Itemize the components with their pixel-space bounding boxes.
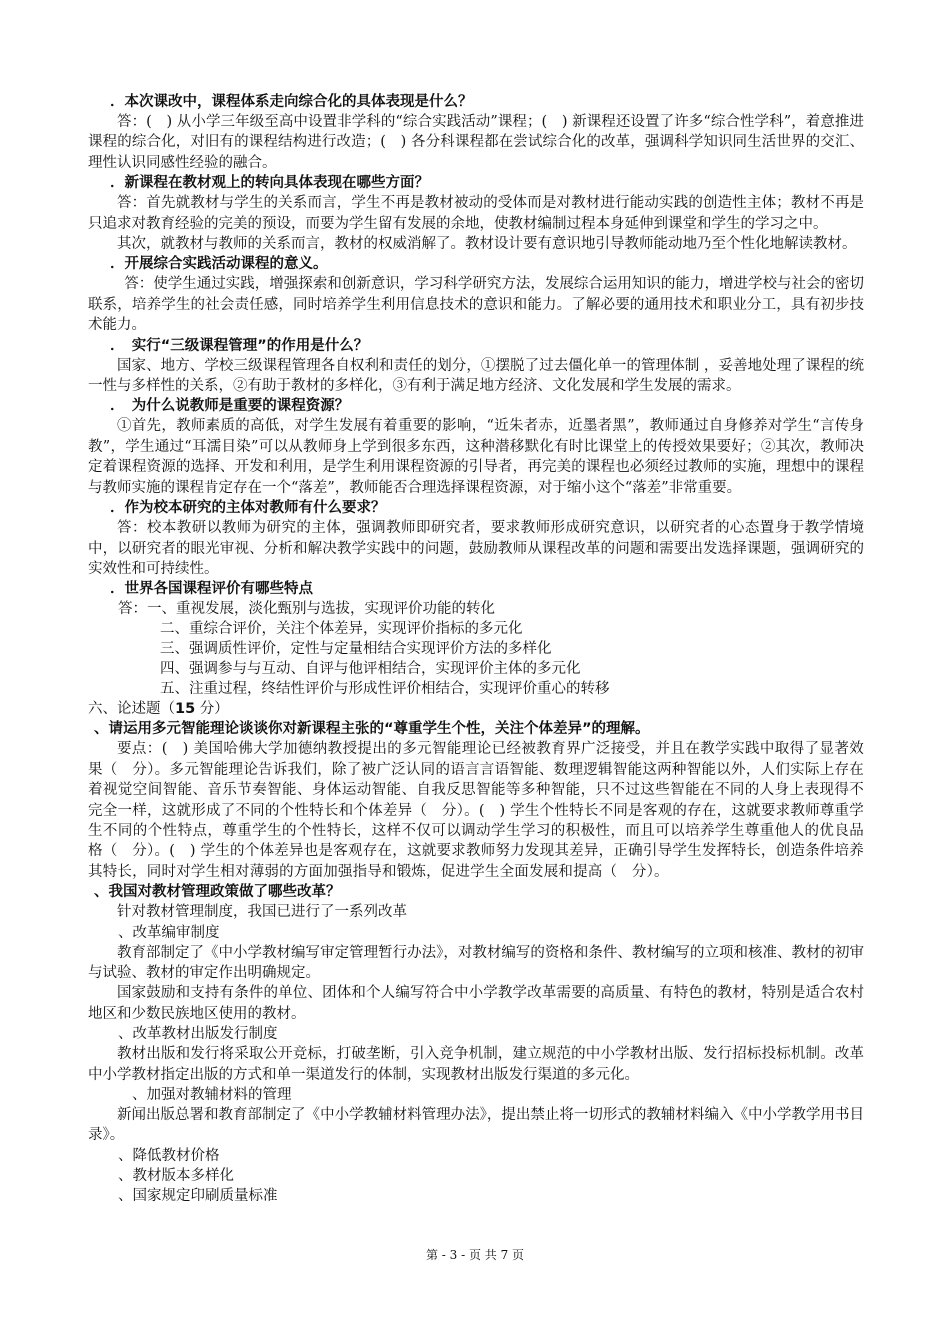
question-title: ．新课程在教材观上的转向具体表现在哪些方面？ [110,175,429,192]
answer-paragraph: 国家鼓励和支持有条件的单位、团体和个人编写符合中小学教学改革需要的高质量、有特色的教材，特别是适合农村地区和少数民族地区使用的教材。 [88,985,864,1022]
sub-heading: 、改革教材出版发行制度 [118,1026,278,1043]
answer-paragraph: 教育部制定了《中小学教材编写审定管理暂行办法》，对教材编写的资格和条件、教材编写的立项和核准、教材的初审与试验、教材的审定作出明确规定。 [88,944,864,981]
sub-heading: 、降低教材价格 [118,1147,220,1164]
answer-paragraph: 答：首先就教材与学生的关系而言，学生不再是教材被动的受体而是对教材进行能动实践的创造性主体；教材不再是只追求对教育经验的完美的预设，而要为学生留有发展的余地，使教材编制过程本身延伸到课堂和学生的学习之中。 [88,195,864,232]
document-page [88,92,864,1206]
essay-question-title: 、我国对教材管理政策做了哪些改革？ [94,884,341,901]
answer-paragraph: 答：( ) 从小学三年级至高中设置非学科的“综合实践活动”课程；( ) 新课程还设置了许多“综合性学科”，着意推进课程的综合化，对旧有的课程结构进行改造；( ) 各分科课程都在尝试综合化的改革，强调科学知识同生活世界的交汇、理性认识同感性经验的融合。 [88,114,864,171]
answer-paragraph: 新闻出版总署和教育部制定了《中小学教辅材料管理办法》，提出禁止将一切形式的教辅材料编入《中小学教学用书目录》。 [88,1107,864,1144]
question-title: ．世界各国课程评价有哪些特点 [110,581,313,598]
essay-question-title: 、请运用多元智能理论谈谈你对新课程主张的“尊重学生个性，关注个体差异”的理解。 [94,721,650,738]
answer-paragraph: 教材出版和发行将采取公开竞标，打破垄断，引入竞争机制，建立规范的中小学教材出版、发行招标投标机制。改革中小学教材指定出版的方式和单一渠道发行的体制，实现教材出版发行渠道的多元化。 [88,1046,864,1083]
answer-paragraph: 国家、地方、学校三级课程管理各自权利和责任的划分，①摆脱了过去僵化单一的管理体制 ，妥善地处理了课程的统一性与多样性的关系，②有助于教材的多样化，③有利于满足地方经济、文化发展和学生发展的需求。 [88,357,864,395]
question-title: ． 实行“三级课程管理”的作用是什么？ [110,337,369,354]
answer-paragraph: 答：校本教研以教师为研究的主体，强调教师即研究者，要求教师形成研究意识，以研究者的心态置身于教学情境中，以研究者的眼光审视、分析和解决教学实践中的问题，鼓励教师从课程改革的问题和需要出发选择课题，强调研究的实效性和可持续性。 [88,520,864,577]
list-item: 二、重综合评价，关注个体差异，实现评价指标的多元化 [160,621,523,638]
sub-heading: 、国家规定印刷质量标准 [118,1187,278,1204]
sub-heading: 、教材版本多样化 [118,1167,234,1184]
answer-paragraph: 要点：( ) 美国哈佛大学加德纳教授提出的多元智能理论已经被教育界广泛接受，并且在教学实践中取得了显著效果（ 分）。多元智能理论告诉我们，除了被广泛认同的语言言语智能、数理逻辑智能这两种智能以外，人们实际上存在着视觉空间智能、音乐节奏智能、身体运动智能、自我反思智能等多种智能，只不过这些智能在不同的人身上表现得不完全一样，这就形成了不同的个性特长和个体差异（ 分）。( ) 学生个性特长不同是客观的存在，这就要求教师尊重学生不同的个性特点，尊重学生的个性特长，这样不仅可以调动学生学习的积极性，而且可以培养学生尊重他人的优良品格（ 分）。( ) 学生的个体差异也是客观存在，这就要求教师努力发现其差异，正确引导学生发挥特长，创造条件培养其特长，同时对学生相对薄弱的方面加强指导和锻炼，促进学生全面发展和提高（ 分）。 [88,741,864,880]
sub-heading: 、加强对教辅材料的管理 [132,1087,292,1103]
answer-paragraph: ①首先，教师素质的高低，对学生发展有着重要的影响，“近朱者赤，近墨者黑”，教师通过自身修养对学生“言传身教”，学生通过“耳濡目染”可以从教师身上学到很多东西，这种潜移默化有时比课堂上的传授效果要好；②其次，教师决定着课程资源的选择、开发和利用，是学生利用课程资源的引导者，再完美的课程也必须经过教师的实施，理想中的课程与教师实施的课程肯定存在一个“落差”，教师能否合理选择课程资源，对于缩小这个“落差”非常重要。 [88,418,864,496]
list-item: 答：一、重视发展，淡化甄别与选拔，实现评价功能的转化 [118,601,495,618]
list-item: 五、注重过程，终结性评价与形成性评价相结合，实现评价重心的转移 [160,681,610,698]
list-item: 四、强调参与与互动、自评与他评相结合，实现评价主体的多元化 [160,661,581,678]
question-title: ．开展综合实践活动课程的意义。 [110,256,328,273]
answer-paragraph: 答：使学生通过实践，增强探索和创新意识，学习科学研究方法，发展综合运用知识的能力，增进学校与社会的密切联系，培养学生的社会责任感，同时培养学生利用信息技术的意识和能力。了解必要的通用技术和职业分工，具有初步技术能力。 [88,276,864,334]
section-heading: 六、论述题（15 分） [88,701,229,718]
sub-heading: 、改革编审制度 [118,924,220,941]
answer-paragraph: 其次，就教材与教师的关系而言，教材的权威消解了。教材设计要有意识地引导教师能动地乃至个性化地解读教材。 [117,236,857,253]
question-title: ． 为什么说教师是重要的课程资源？ [110,398,350,415]
page-footer: 第 - 3 - 页 共 7 页 [425,1248,525,1262]
question-title: ．作为校本研究的主体对教师有什么要求？ [110,500,386,517]
question-title: ．本次课改中，课程体系走向综合化的具体表现是什么？ [110,94,473,110]
list-item: 三、强调质性评价，定性与定量相结合实现评价方法的多样化 [160,641,552,658]
answer-paragraph: 针对教材管理制度，我国已进行了一系列改革 [117,904,407,921]
